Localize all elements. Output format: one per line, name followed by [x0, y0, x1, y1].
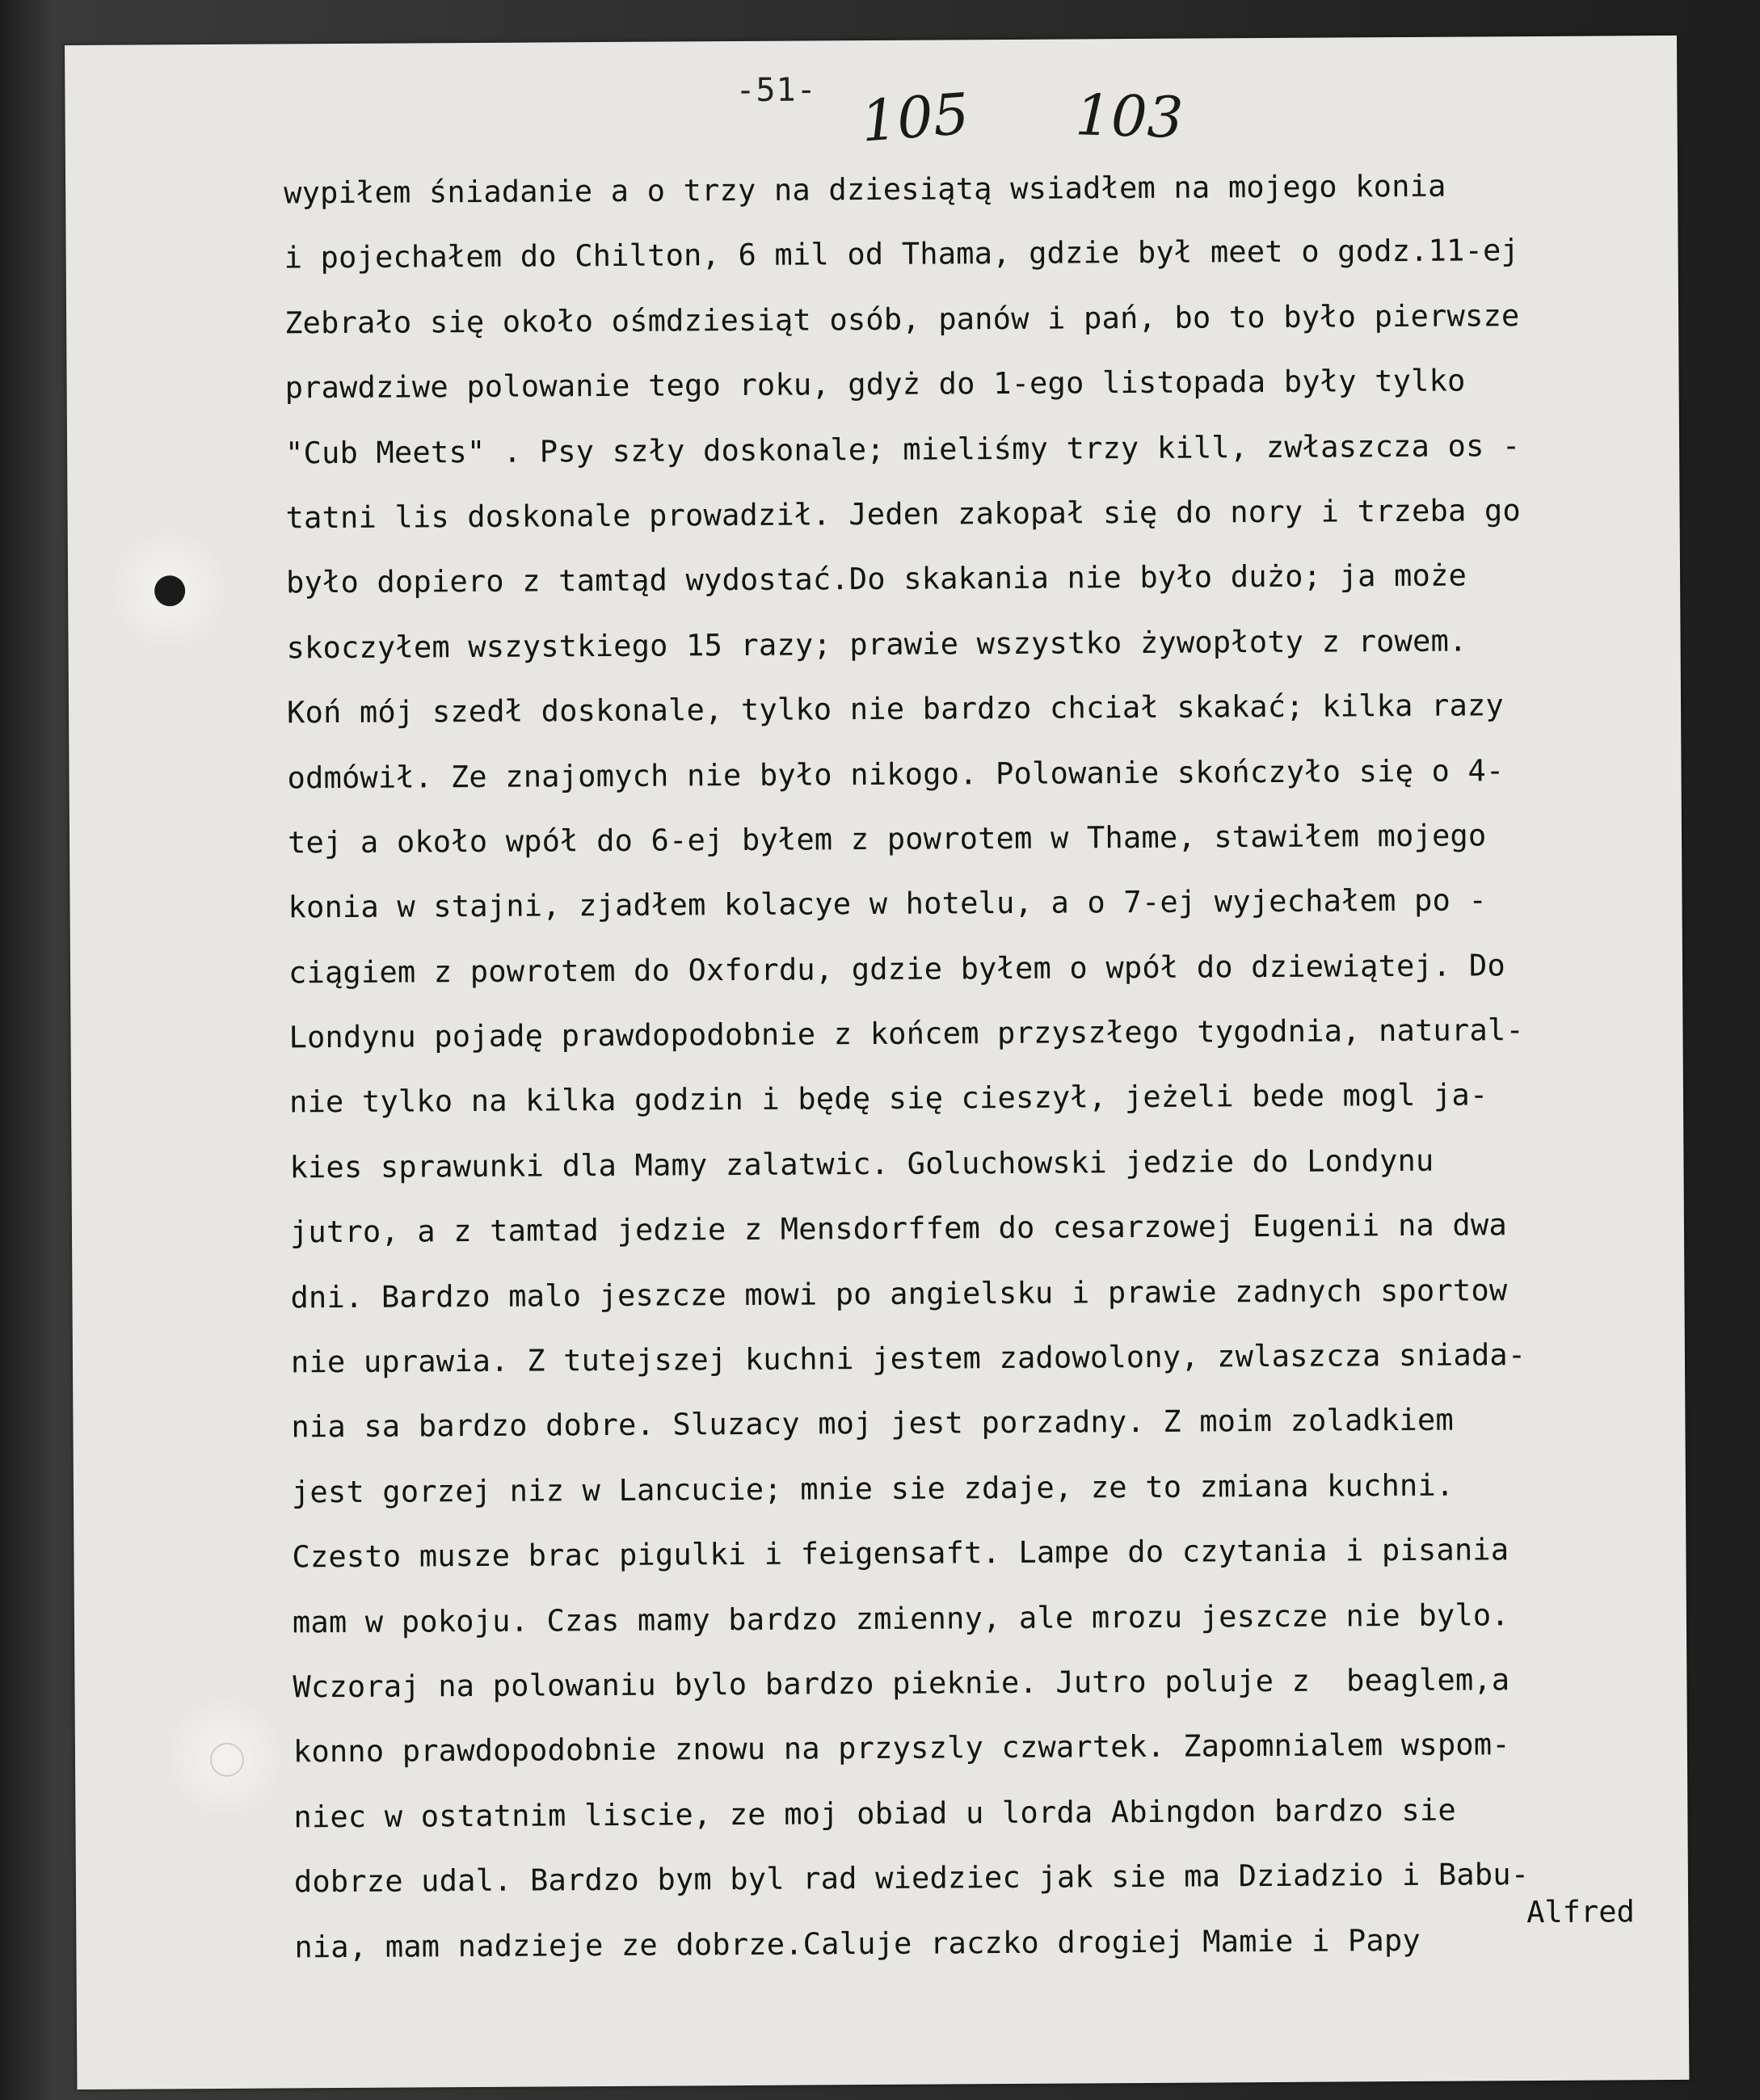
letter-line: nia sa bardzo dobre. Sluzacy moj jest porzadny. Z moim zoladkiem — [291, 1403, 1455, 1445]
letter-line: dni. Bardzo malo jeszcze mowi po angielsku i prawie zadnych sportow — [290, 1272, 1508, 1315]
handwritten-annotation-a: 105 — [858, 80, 972, 155]
letter-line: nie tylko na kilka godzin i będę się cieszył, jeżeli bede mogl ja- — [288, 1077, 1488, 1120]
letter-line: i pojechałem do Chilton, 6 mil od Thama, gdzie był meet o godz.11-ej — [284, 233, 1520, 276]
letter-line: wypiłem śniadanie a o trzy na dziesiątą wsiadłem na mojego konia — [284, 168, 1446, 211]
letter-line: konia w stajni, zjadłem kolacye w hotelu, a o 7-ej wyjechałem po - — [288, 882, 1488, 925]
letter-line: mam w pokoju. Czas mamy bardzo zmienny, ale mrozu jeszcze nie bylo. — [292, 1597, 1509, 1640]
typewritten-page — [65, 36, 1689, 2089]
letter-line: niec w ostatnim liscie, ze moj obiad u lorda Abingdon bardzo sie — [293, 1792, 1456, 1835]
punch-hole-bottom — [168, 1700, 282, 1814]
letter-line: Czesto musze brac pigulki i feigensaft. Lampe do czytania i pisania — [292, 1532, 1509, 1575]
letter-line: Londynu pojadę prawdopodobnie z końcem przyszłego tygodnia, natural- — [288, 1012, 1525, 1055]
letter-line: jest gorzej niz w Lancucie; mnie sie zdaje, ze to zmiana kuchni. — [291, 1467, 1455, 1510]
letter-body — [284, 153, 1669, 1980]
letter-line: Zebrało się około ośmdziesiąt osób, panów i pań, bo to było pierwsze — [284, 297, 1520, 341]
punch-hole-center — [154, 575, 185, 606]
letter-line: "Cub Meets" . Psy szły doskonale; mieliśmy trzy kill, zwłaszcza os - — [284, 427, 1521, 470]
letter-line: prawdziwe polowanie tego roku, gdyż do 1-ego listopada były tylko — [284, 363, 1466, 406]
letter-line: było dopiero z tamtąd wydostać.Do skakania nie było dużo; ja może — [285, 558, 1467, 600]
letter-line: jutro, a z tamtad jedzie z Mensdorffem do cesarzowej Eugenii na dwa — [289, 1207, 1507, 1250]
letter-line: nia, mam nadzieje ze dobrze.Caluje raczko drogiej Mamie i Papy — [294, 1922, 1421, 1964]
page-number: -51- — [735, 71, 817, 110]
letter-line: ciągiem z powrotem do Oxfordu, gdzie byłem o wpół do dziewiątej. Do — [288, 947, 1506, 991]
letter-line: tej a około wpół do 6-ej byłem z powrotem w Thame, stawiłem mojego — [287, 818, 1487, 861]
punch-hole-top — [112, 533, 226, 647]
letter-line: nie uprawia. Z tutejszej kuchni jestem zadowolony, zwlaszcza sniada- — [290, 1337, 1526, 1380]
letter-line: kies sprawunki dla Mamy zalatwic. Goluchowski jedzie do Londynu — [289, 1143, 1434, 1185]
signature: Alfred — [1526, 1894, 1635, 1930]
handwritten-annotation-b: 103 — [1074, 82, 1185, 151]
letter-line: odmówił. Ze znajomych nie było nikogo. Polowanie skończyło się o 4- — [287, 752, 1505, 795]
letter-line: Koń mój szedł doskonale, tylko nie bardzo chciał skakać; kilka razy — [286, 688, 1505, 730]
letter-line: skoczyłem wszystkiego 15 razy; prawie wszystko żywopłoty z rowem. — [286, 623, 1467, 666]
letter-line: Wczoraj na polowaniu bylo bardzo pieknie. Jutro poluje z beaglem,a — [293, 1662, 1510, 1705]
letter-line: tatni lis doskonale prowadził. Jeden zakopał się do nory i trzeba go — [285, 493, 1522, 536]
punch-hole-center — [210, 1743, 244, 1777]
letter-line: dobrze udal. Bardzo bym byl rad wiedziec jak sie ma Dziadzio i Babu- — [293, 1857, 1530, 1900]
letter-line: konno prawdopodobnie znowu na przyszly czwartek. Zapomnialem wspom- — [293, 1727, 1510, 1770]
